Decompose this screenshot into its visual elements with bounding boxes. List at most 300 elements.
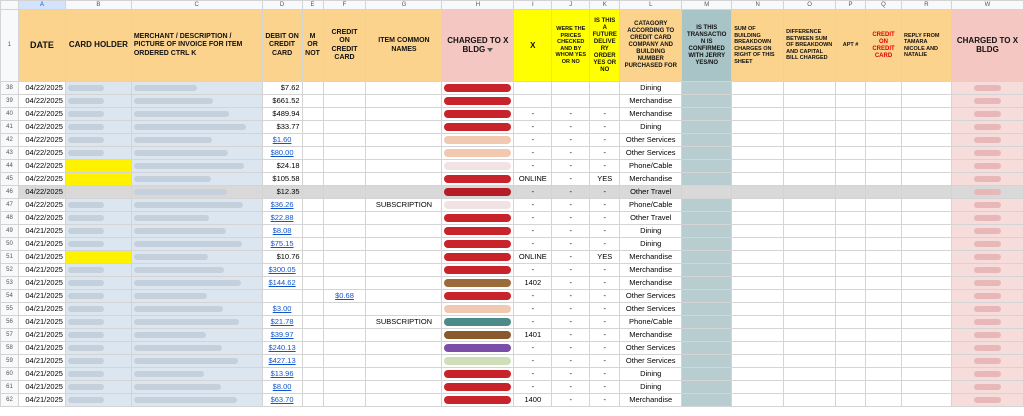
- apt-cell[interactable]: [836, 199, 866, 212]
- category-cell[interactable]: Phone/Cable: [620, 160, 682, 173]
- credit-on-card-cell[interactable]: [866, 368, 902, 381]
- credit-cell[interactable]: [323, 199, 366, 212]
- debit-cell[interactable]: $75.15: [262, 238, 302, 251]
- m-or-not-cell[interactable]: [302, 355, 323, 368]
- difference-cell[interactable]: [784, 95, 836, 108]
- prices-checked-cell[interactable]: -: [552, 147, 590, 160]
- charged-2-cell[interactable]: [951, 316, 1023, 329]
- prices-checked-cell[interactable]: -: [552, 134, 590, 147]
- x-cell[interactable]: -: [514, 134, 552, 147]
- apt-cell[interactable]: [836, 316, 866, 329]
- x-cell[interactable]: ONLINE: [514, 251, 552, 264]
- confirmed-cell[interactable]: [682, 303, 732, 316]
- reply-cell[interactable]: [902, 290, 952, 303]
- charged-2-cell[interactable]: [951, 264, 1023, 277]
- difference-cell[interactable]: [784, 264, 836, 277]
- item-names-cell[interactable]: [366, 160, 442, 173]
- apt-cell[interactable]: [836, 290, 866, 303]
- column-letter[interactable]: W: [951, 1, 1023, 10]
- difference-cell[interactable]: [784, 173, 836, 186]
- difference-cell[interactable]: [784, 225, 836, 238]
- credit-cell[interactable]: [323, 316, 366, 329]
- x-cell[interactable]: -: [514, 160, 552, 173]
- row-number[interactable]: 45: [1, 173, 19, 186]
- debit-cell[interactable]: $7.62: [262, 82, 302, 95]
- confirmed-cell[interactable]: [682, 316, 732, 329]
- row-number[interactable]: 39: [1, 95, 19, 108]
- item-names-cell[interactable]: [366, 264, 442, 277]
- future-delivery-cell[interactable]: -: [590, 238, 620, 251]
- charged-2-cell[interactable]: [951, 355, 1023, 368]
- prices-checked-cell[interactable]: -: [552, 108, 590, 121]
- debit-cell[interactable]: [262, 290, 302, 303]
- debit-cell[interactable]: $427.13: [262, 355, 302, 368]
- m-or-not-cell[interactable]: [302, 147, 323, 160]
- date-cell[interactable]: 04/22/2025: [18, 134, 65, 147]
- difference-cell[interactable]: [784, 160, 836, 173]
- m-or-not-cell[interactable]: [302, 121, 323, 134]
- sum-breakdown-cell[interactable]: [732, 329, 784, 342]
- debit-cell[interactable]: $63.70: [262, 394, 302, 407]
- apt-cell[interactable]: [836, 225, 866, 238]
- credit-cell[interactable]: [323, 108, 366, 121]
- date-cell[interactable]: 04/22/2025: [18, 147, 65, 160]
- header-confirmed[interactable]: IS THIS TRANSACTIO N IS CONFIRMED WITH JERRY YES/NO: [682, 10, 732, 82]
- charged-2-cell[interactable]: [951, 199, 1023, 212]
- reply-cell[interactable]: [902, 303, 952, 316]
- x-cell[interactable]: -: [514, 316, 552, 329]
- m-or-not-cell[interactable]: [302, 186, 323, 199]
- reply-cell[interactable]: [902, 251, 952, 264]
- debit-cell[interactable]: $144.62: [262, 277, 302, 290]
- x-cell[interactable]: -: [514, 381, 552, 394]
- row-number[interactable]: 52: [1, 264, 19, 277]
- confirmed-cell[interactable]: [682, 381, 732, 394]
- date-cell[interactable]: 04/22/2025: [18, 212, 65, 225]
- credit-on-card-cell[interactable]: [866, 160, 902, 173]
- confirmed-cell[interactable]: [682, 134, 732, 147]
- charged-2-cell[interactable]: [951, 134, 1023, 147]
- credit-on-card-cell[interactable]: [866, 290, 902, 303]
- column-letter[interactable]: E: [302, 1, 323, 10]
- item-names-cell[interactable]: [366, 342, 442, 355]
- m-or-not-cell[interactable]: [302, 199, 323, 212]
- sum-breakdown-cell[interactable]: [732, 290, 784, 303]
- item-names-cell[interactable]: [366, 368, 442, 381]
- prices-checked-cell[interactable]: -: [552, 290, 590, 303]
- charged-cell[interactable]: [442, 342, 514, 355]
- difference-cell[interactable]: [784, 277, 836, 290]
- reply-cell[interactable]: [902, 186, 952, 199]
- reply-cell[interactable]: [902, 394, 952, 407]
- charged-2-cell[interactable]: [951, 381, 1023, 394]
- header-m-or-not[interactable]: M OR NOT: [302, 10, 323, 82]
- prices-checked-cell[interactable]: -: [552, 225, 590, 238]
- category-cell[interactable]: Merchandise: [620, 95, 682, 108]
- debit-cell[interactable]: $24.18: [262, 160, 302, 173]
- debit-cell[interactable]: $36.26: [262, 199, 302, 212]
- x-cell[interactable]: [514, 95, 552, 108]
- card-holder-cell[interactable]: [65, 186, 131, 199]
- column-letter[interactable]: K: [590, 1, 620, 10]
- corner-cell[interactable]: [1, 1, 19, 10]
- future-delivery-cell[interactable]: -: [590, 381, 620, 394]
- filter-icon[interactable]: [487, 48, 493, 52]
- debit-cell[interactable]: $39.97: [262, 329, 302, 342]
- charged-2-cell[interactable]: [951, 212, 1023, 225]
- reply-cell[interactable]: [902, 82, 952, 95]
- item-names-cell[interactable]: [366, 173, 442, 186]
- future-delivery-cell[interactable]: -: [590, 212, 620, 225]
- item-names-cell[interactable]: [366, 251, 442, 264]
- date-cell[interactable]: 04/21/2025: [18, 303, 65, 316]
- merchant-cell[interactable]: [131, 290, 262, 303]
- header-charged-2[interactable]: CHARGED TO X BLDG: [951, 10, 1023, 82]
- category-cell[interactable]: Merchandise: [620, 264, 682, 277]
- card-holder-cell[interactable]: [65, 316, 131, 329]
- difference-cell[interactable]: [784, 186, 836, 199]
- header-apt[interactable]: APT #: [836, 10, 866, 82]
- debit-cell[interactable]: $489.94: [262, 108, 302, 121]
- reply-cell[interactable]: [902, 199, 952, 212]
- header-item-names[interactable]: ITEM COMMON NAMES: [366, 10, 442, 82]
- confirmed-cell[interactable]: [682, 95, 732, 108]
- category-cell[interactable]: Other Services: [620, 342, 682, 355]
- m-or-not-cell[interactable]: [302, 277, 323, 290]
- charged-2-cell[interactable]: [951, 277, 1023, 290]
- apt-cell[interactable]: [836, 134, 866, 147]
- confirmed-cell[interactable]: [682, 329, 732, 342]
- x-cell[interactable]: -: [514, 368, 552, 381]
- apt-cell[interactable]: [836, 394, 866, 407]
- column-letter[interactable]: C: [131, 1, 262, 10]
- credit-on-card-cell[interactable]: [866, 316, 902, 329]
- difference-cell[interactable]: [784, 290, 836, 303]
- card-holder-cell[interactable]: [65, 160, 131, 173]
- credit-cell[interactable]: [323, 160, 366, 173]
- column-letter[interactable]: P: [836, 1, 866, 10]
- confirmed-cell[interactable]: [682, 355, 732, 368]
- difference-cell[interactable]: [784, 303, 836, 316]
- confirmed-cell[interactable]: [682, 238, 732, 251]
- charged-2-cell[interactable]: [951, 95, 1023, 108]
- sum-breakdown-cell[interactable]: [732, 147, 784, 160]
- date-cell[interactable]: 04/21/2025: [18, 238, 65, 251]
- credit-on-card-cell[interactable]: [866, 225, 902, 238]
- reply-cell[interactable]: [902, 368, 952, 381]
- future-delivery-cell[interactable]: [590, 82, 620, 95]
- sum-breakdown-cell[interactable]: [732, 186, 784, 199]
- category-cell[interactable]: Other Services: [620, 355, 682, 368]
- x-cell[interactable]: -: [514, 199, 552, 212]
- x-cell[interactable]: -: [514, 108, 552, 121]
- prices-checked-cell[interactable]: -: [552, 277, 590, 290]
- sum-breakdown-cell[interactable]: [732, 355, 784, 368]
- future-delivery-cell[interactable]: -: [590, 225, 620, 238]
- sum-breakdown-cell[interactable]: [732, 212, 784, 225]
- debit-cell[interactable]: $21.78: [262, 316, 302, 329]
- x-cell[interactable]: -: [514, 147, 552, 160]
- prices-checked-cell[interactable]: -: [552, 303, 590, 316]
- item-names-cell[interactable]: [366, 212, 442, 225]
- reply-cell[interactable]: [902, 212, 952, 225]
- difference-cell[interactable]: [784, 108, 836, 121]
- row-number[interactable]: 59: [1, 355, 19, 368]
- charged-2-cell[interactable]: [951, 329, 1023, 342]
- m-or-not-cell[interactable]: [302, 225, 323, 238]
- charged-cell[interactable]: [442, 160, 514, 173]
- charged-2-cell[interactable]: [951, 186, 1023, 199]
- category-cell[interactable]: Merchandise: [620, 108, 682, 121]
- merchant-cell[interactable]: [131, 381, 262, 394]
- row-number[interactable]: 40: [1, 108, 19, 121]
- card-holder-cell[interactable]: [65, 95, 131, 108]
- category-cell[interactable]: Dining: [620, 82, 682, 95]
- header-credit[interactable]: CREDIT ON CREDIT CARD: [323, 10, 366, 82]
- charged-cell[interactable]: [442, 394, 514, 407]
- charged-2-cell[interactable]: [951, 290, 1023, 303]
- credit-cell[interactable]: [323, 147, 366, 160]
- debit-cell[interactable]: $22.88: [262, 212, 302, 225]
- category-cell[interactable]: Merchandise: [620, 173, 682, 186]
- header-prices-checked[interactable]: WERE THE PRICES CHECKED AND BY WHOM YES OR NO: [552, 10, 590, 82]
- sum-breakdown-cell[interactable]: [732, 225, 784, 238]
- debit-cell[interactable]: $240.13: [262, 342, 302, 355]
- charged-cell[interactable]: [442, 355, 514, 368]
- apt-cell[interactable]: [836, 264, 866, 277]
- charged-2-cell[interactable]: [951, 251, 1023, 264]
- merchant-cell[interactable]: [131, 95, 262, 108]
- item-names-cell[interactable]: [366, 394, 442, 407]
- credit-cell[interactable]: [323, 381, 366, 394]
- item-names-cell[interactable]: [366, 290, 442, 303]
- charged-cell[interactable]: [442, 303, 514, 316]
- sum-breakdown-cell[interactable]: [732, 199, 784, 212]
- merchant-cell[interactable]: [131, 82, 262, 95]
- apt-cell[interactable]: [836, 121, 866, 134]
- x-cell[interactable]: -: [514, 186, 552, 199]
- difference-cell[interactable]: [784, 251, 836, 264]
- column-letter[interactable]: N: [732, 1, 784, 10]
- prices-checked-cell[interactable]: -: [552, 199, 590, 212]
- confirmed-cell[interactable]: [682, 147, 732, 160]
- row-number[interactable]: 42: [1, 134, 19, 147]
- reply-cell[interactable]: [902, 121, 952, 134]
- date-cell[interactable]: 04/21/2025: [18, 251, 65, 264]
- charged-2-cell[interactable]: [951, 225, 1023, 238]
- prices-checked-cell[interactable]: -: [552, 264, 590, 277]
- credit-cell[interactable]: [323, 186, 366, 199]
- column-letter[interactable]: G: [366, 1, 442, 10]
- category-cell[interactable]: Other Services: [620, 290, 682, 303]
- debit-cell[interactable]: $12.35: [262, 186, 302, 199]
- credit-on-card-cell[interactable]: [866, 394, 902, 407]
- x-cell[interactable]: ONLINE: [514, 173, 552, 186]
- debit-cell[interactable]: $10.76: [262, 251, 302, 264]
- charged-2-cell[interactable]: [951, 121, 1023, 134]
- confirmed-cell[interactable]: [682, 121, 732, 134]
- credit-cell[interactable]: [323, 342, 366, 355]
- column-letter[interactable]: F: [323, 1, 366, 10]
- sum-breakdown-cell[interactable]: [732, 173, 784, 186]
- difference-cell[interactable]: [784, 147, 836, 160]
- confirmed-cell[interactable]: [682, 199, 732, 212]
- reply-cell[interactable]: [902, 95, 952, 108]
- credit-cell[interactable]: [323, 225, 366, 238]
- credit-on-card-cell[interactable]: [866, 264, 902, 277]
- future-delivery-cell[interactable]: YES: [590, 173, 620, 186]
- row-number[interactable]: 61: [1, 381, 19, 394]
- merchant-cell[interactable]: [131, 212, 262, 225]
- credit-cell[interactable]: [323, 121, 366, 134]
- category-cell[interactable]: Merchandise: [620, 329, 682, 342]
- row-number[interactable]: 55: [1, 303, 19, 316]
- charged-cell[interactable]: [442, 212, 514, 225]
- merchant-cell[interactable]: [131, 121, 262, 134]
- row-number[interactable]: 56: [1, 316, 19, 329]
- category-cell[interactable]: Dining: [620, 238, 682, 251]
- card-holder-cell[interactable]: [65, 108, 131, 121]
- merchant-cell[interactable]: [131, 108, 262, 121]
- charged-2-cell[interactable]: [951, 394, 1023, 407]
- date-cell[interactable]: 04/22/2025: [18, 160, 65, 173]
- sum-breakdown-cell[interactable]: [732, 108, 784, 121]
- header-debit[interactable]: DEBIT ON CREDIT CARD: [262, 10, 302, 82]
- sum-breakdown-cell[interactable]: [732, 251, 784, 264]
- charged-cell[interactable]: [442, 121, 514, 134]
- reply-cell[interactable]: [902, 173, 952, 186]
- apt-cell[interactable]: [836, 329, 866, 342]
- credit-on-card-cell[interactable]: [866, 95, 902, 108]
- x-cell[interactable]: 1401: [514, 329, 552, 342]
- confirmed-cell[interactable]: [682, 368, 732, 381]
- charged-2-cell[interactable]: [951, 303, 1023, 316]
- difference-cell[interactable]: [784, 316, 836, 329]
- category-cell[interactable]: Phone/Cable: [620, 316, 682, 329]
- apt-cell[interactable]: [836, 342, 866, 355]
- m-or-not-cell[interactable]: [302, 290, 323, 303]
- sum-breakdown-cell[interactable]: [732, 303, 784, 316]
- m-or-not-cell[interactable]: [302, 238, 323, 251]
- merchant-cell[interactable]: [131, 277, 262, 290]
- row-number[interactable]: 50: [1, 238, 19, 251]
- credit-on-card-cell[interactable]: [866, 277, 902, 290]
- credit-on-card-cell[interactable]: [866, 121, 902, 134]
- debit-cell[interactable]: $3.00: [262, 303, 302, 316]
- x-cell[interactable]: -: [514, 212, 552, 225]
- item-names-cell[interactable]: [366, 329, 442, 342]
- difference-cell[interactable]: [784, 355, 836, 368]
- row-number[interactable]: 53: [1, 277, 19, 290]
- card-holder-cell[interactable]: [65, 225, 131, 238]
- apt-cell[interactable]: [836, 368, 866, 381]
- m-or-not-cell[interactable]: [302, 381, 323, 394]
- credit-on-card-cell[interactable]: [866, 251, 902, 264]
- charged-cell[interactable]: [442, 316, 514, 329]
- debit-cell[interactable]: $105.58: [262, 173, 302, 186]
- prices-checked-cell[interactable]: -: [552, 173, 590, 186]
- charged-cell[interactable]: [442, 186, 514, 199]
- row-number[interactable]: 54: [1, 290, 19, 303]
- sum-breakdown-cell[interactable]: [732, 394, 784, 407]
- category-cell[interactable]: Merchandise: [620, 394, 682, 407]
- merchant-cell[interactable]: [131, 303, 262, 316]
- column-letter[interactable]: O: [784, 1, 836, 10]
- date-cell[interactable]: 04/21/2025: [18, 368, 65, 381]
- category-cell[interactable]: Merchandise: [620, 251, 682, 264]
- credit-on-card-cell[interactable]: [866, 134, 902, 147]
- future-delivery-cell[interactable]: -: [590, 199, 620, 212]
- m-or-not-cell[interactable]: [302, 82, 323, 95]
- future-delivery-cell[interactable]: -: [590, 121, 620, 134]
- date-cell[interactable]: 04/21/2025: [18, 342, 65, 355]
- column-letter[interactable]: D: [262, 1, 302, 10]
- x-cell[interactable]: -: [514, 290, 552, 303]
- credit-on-card-cell[interactable]: [866, 212, 902, 225]
- card-holder-cell[interactable]: [65, 381, 131, 394]
- m-or-not-cell[interactable]: [302, 251, 323, 264]
- prices-checked-cell[interactable]: -: [552, 186, 590, 199]
- row-number[interactable]: 51: [1, 251, 19, 264]
- difference-cell[interactable]: [784, 394, 836, 407]
- credit-on-card-cell[interactable]: [866, 303, 902, 316]
- x-cell[interactable]: -: [514, 355, 552, 368]
- credit-on-card-cell[interactable]: [866, 342, 902, 355]
- date-cell[interactable]: 04/21/2025: [18, 277, 65, 290]
- apt-cell[interactable]: [836, 95, 866, 108]
- card-holder-cell[interactable]: [65, 251, 131, 264]
- m-or-not-cell[interactable]: [302, 264, 323, 277]
- future-delivery-cell[interactable]: -: [590, 355, 620, 368]
- sum-breakdown-cell[interactable]: [732, 316, 784, 329]
- future-delivery-cell[interactable]: YES: [590, 251, 620, 264]
- prices-checked-cell[interactable]: [552, 82, 590, 95]
- m-or-not-cell[interactable]: [302, 342, 323, 355]
- charged-cell[interactable]: [442, 108, 514, 121]
- future-delivery-cell[interactable]: -: [590, 160, 620, 173]
- header-difference[interactable]: DIFFERENCE BETWEEN SUM OF BREAKDOWN AND CAPITAL BILL CHARGED: [784, 10, 836, 82]
- date-cell[interactable]: 04/21/2025: [18, 329, 65, 342]
- column-letter[interactable]: R: [902, 1, 952, 10]
- category-cell[interactable]: Dining: [620, 121, 682, 134]
- debit-cell[interactable]: $8.00: [262, 381, 302, 394]
- sum-breakdown-cell[interactable]: [732, 95, 784, 108]
- charged-cell[interactable]: [442, 147, 514, 160]
- credit-on-card-cell[interactable]: [866, 147, 902, 160]
- credit-cell[interactable]: [323, 212, 366, 225]
- prices-checked-cell[interactable]: -: [552, 212, 590, 225]
- charged-cell[interactable]: [442, 381, 514, 394]
- card-holder-cell[interactable]: [65, 173, 131, 186]
- date-cell[interactable]: 04/21/2025: [18, 290, 65, 303]
- future-delivery-cell[interactable]: -: [590, 186, 620, 199]
- x-cell[interactable]: -: [514, 303, 552, 316]
- category-cell[interactable]: Other Services: [620, 303, 682, 316]
- reply-cell[interactable]: [902, 277, 952, 290]
- credit-cell[interactable]: [323, 134, 366, 147]
- reply-cell[interactable]: [902, 264, 952, 277]
- charged-2-cell[interactable]: [951, 173, 1023, 186]
- date-cell[interactable]: 04/22/2025: [18, 199, 65, 212]
- date-cell[interactable]: 04/21/2025: [18, 394, 65, 407]
- credit-on-card-cell[interactable]: [866, 199, 902, 212]
- merchant-cell[interactable]: [131, 368, 262, 381]
- prices-checked-cell[interactable]: -: [552, 316, 590, 329]
- m-or-not-cell[interactable]: [302, 368, 323, 381]
- confirmed-cell[interactable]: [682, 264, 732, 277]
- prices-checked-cell[interactable]: -: [552, 160, 590, 173]
- charged-2-cell[interactable]: [951, 160, 1023, 173]
